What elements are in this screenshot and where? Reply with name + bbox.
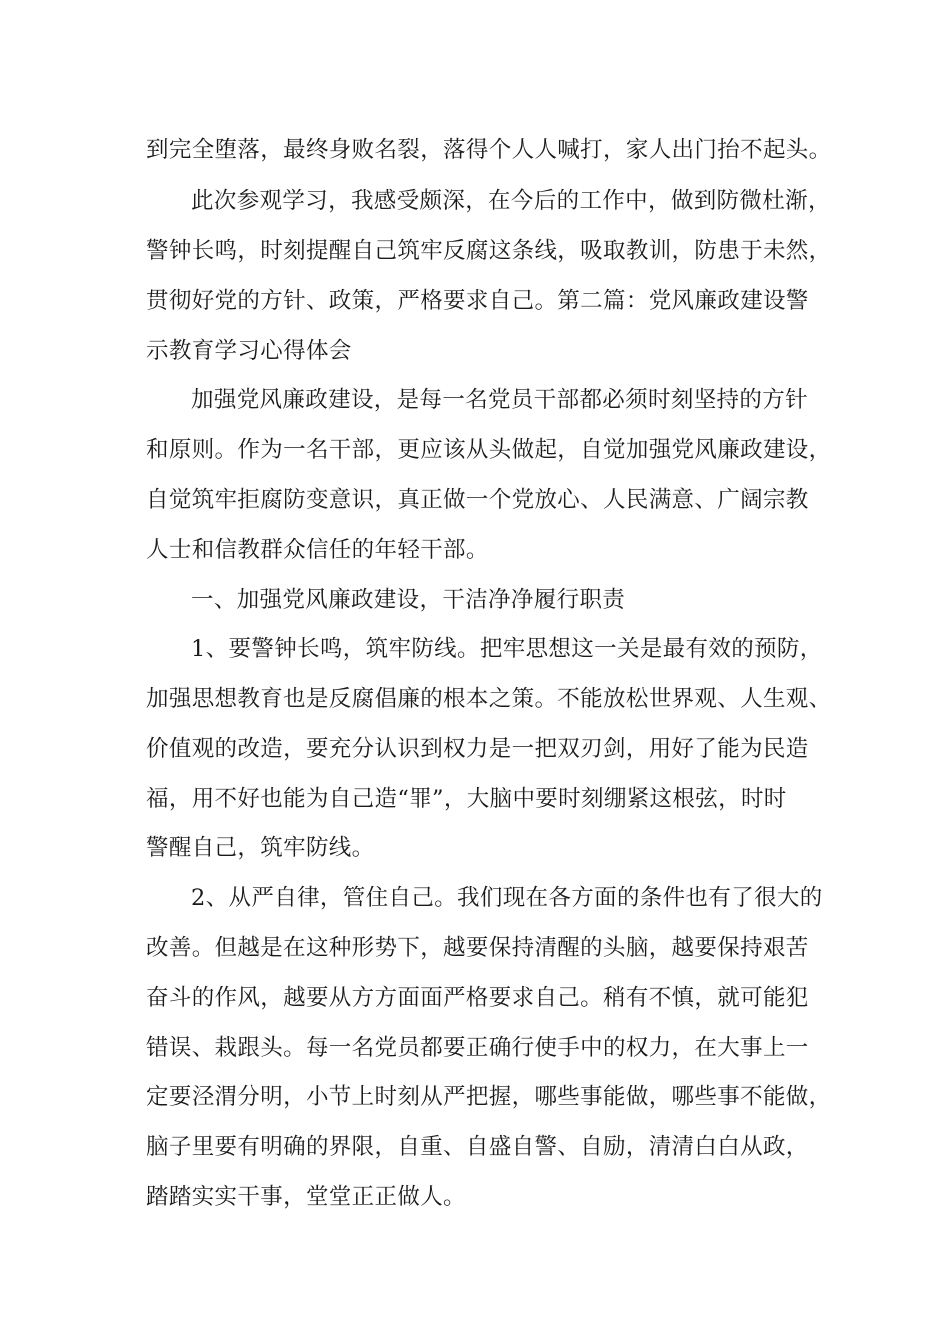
text-line: 贯彻好党的方针、政策，严格要求自己。第二篇：党风廉政建设警 <box>146 288 809 314</box>
text-line: 加强思想教育也是反腐倡廉的根本之策。不能放松世界观、人生观、 <box>146 686 832 712</box>
text-line: 人士和信教群众信任的年轻干部。 <box>146 537 489 563</box>
text-line: 自觉筑牢拒腐防变意识，真正做一个党放心、人民满意、广阔宗教 <box>146 487 809 513</box>
text-line: 奋斗的作风，越要从方方面面严格要求自己。稍有不慎，就可能犯 <box>146 985 809 1011</box>
text-line: 警钟长鸣，时刻提醒自己筑牢反腐这条线，吸取教训，防患于未然， <box>146 238 832 264</box>
paragraph-first-line: 1、要警钟长鸣，筑牢防线。把牢思想这一关是最有效的预防， <box>191 636 823 662</box>
text-line: 改善。但越是在这种形势下，越要保持清醒的头脑，越要保持艰苦 <box>146 935 809 961</box>
text-line: 示教育学习心得体会 <box>146 338 352 364</box>
text-line: 踏踏实实干事，堂堂正正做人。 <box>146 1184 466 1210</box>
text-line: 定要泾渭分明，小节上时刻从严把握，哪些事能做，哪些事不能做， <box>146 1084 832 1110</box>
text-line: 错误、栽跟头。每一名党员都要正确行使手中的权力，在大事上一 <box>146 1035 809 1061</box>
paragraph-first-line: 2、从严自律，管住自己。我们现在各方面的条件也有了很大的 <box>191 885 823 911</box>
text-line: 和原则。作为一名干部，更应该从头做起，自觉加强党风廉政建设， <box>146 437 832 463</box>
text-line: 警醒自己，筑牢防线。 <box>146 835 375 861</box>
text-line: 到完全堕落，最终身败名裂，落得个人人喊打，家人出门抬不起头。 <box>146 137 832 163</box>
paragraph-first-line: 加强党风廉政建设，是每一名党员干部都必须时刻坚持的方针 <box>191 387 808 413</box>
text-line: 脑子里要有明确的界限，自重、自盛自警、自励，清清白白从政， <box>146 1134 809 1160</box>
section-heading: 一、加强党风廉政建设，干洁净净履行职责 <box>191 587 626 613</box>
paragraph-first-line: 此次参观学习，我感受颇深，在今后的工作中，做到防微杜渐， <box>191 188 831 214</box>
text-line: 福，用不好也能为自己造“罪”，大脑中要时刻绷紧这根弦，时时 <box>146 786 787 812</box>
text-line: 价值观的改造，要充分认识到权力是一把双刃剑，用好了能为民造 <box>146 736 809 762</box>
